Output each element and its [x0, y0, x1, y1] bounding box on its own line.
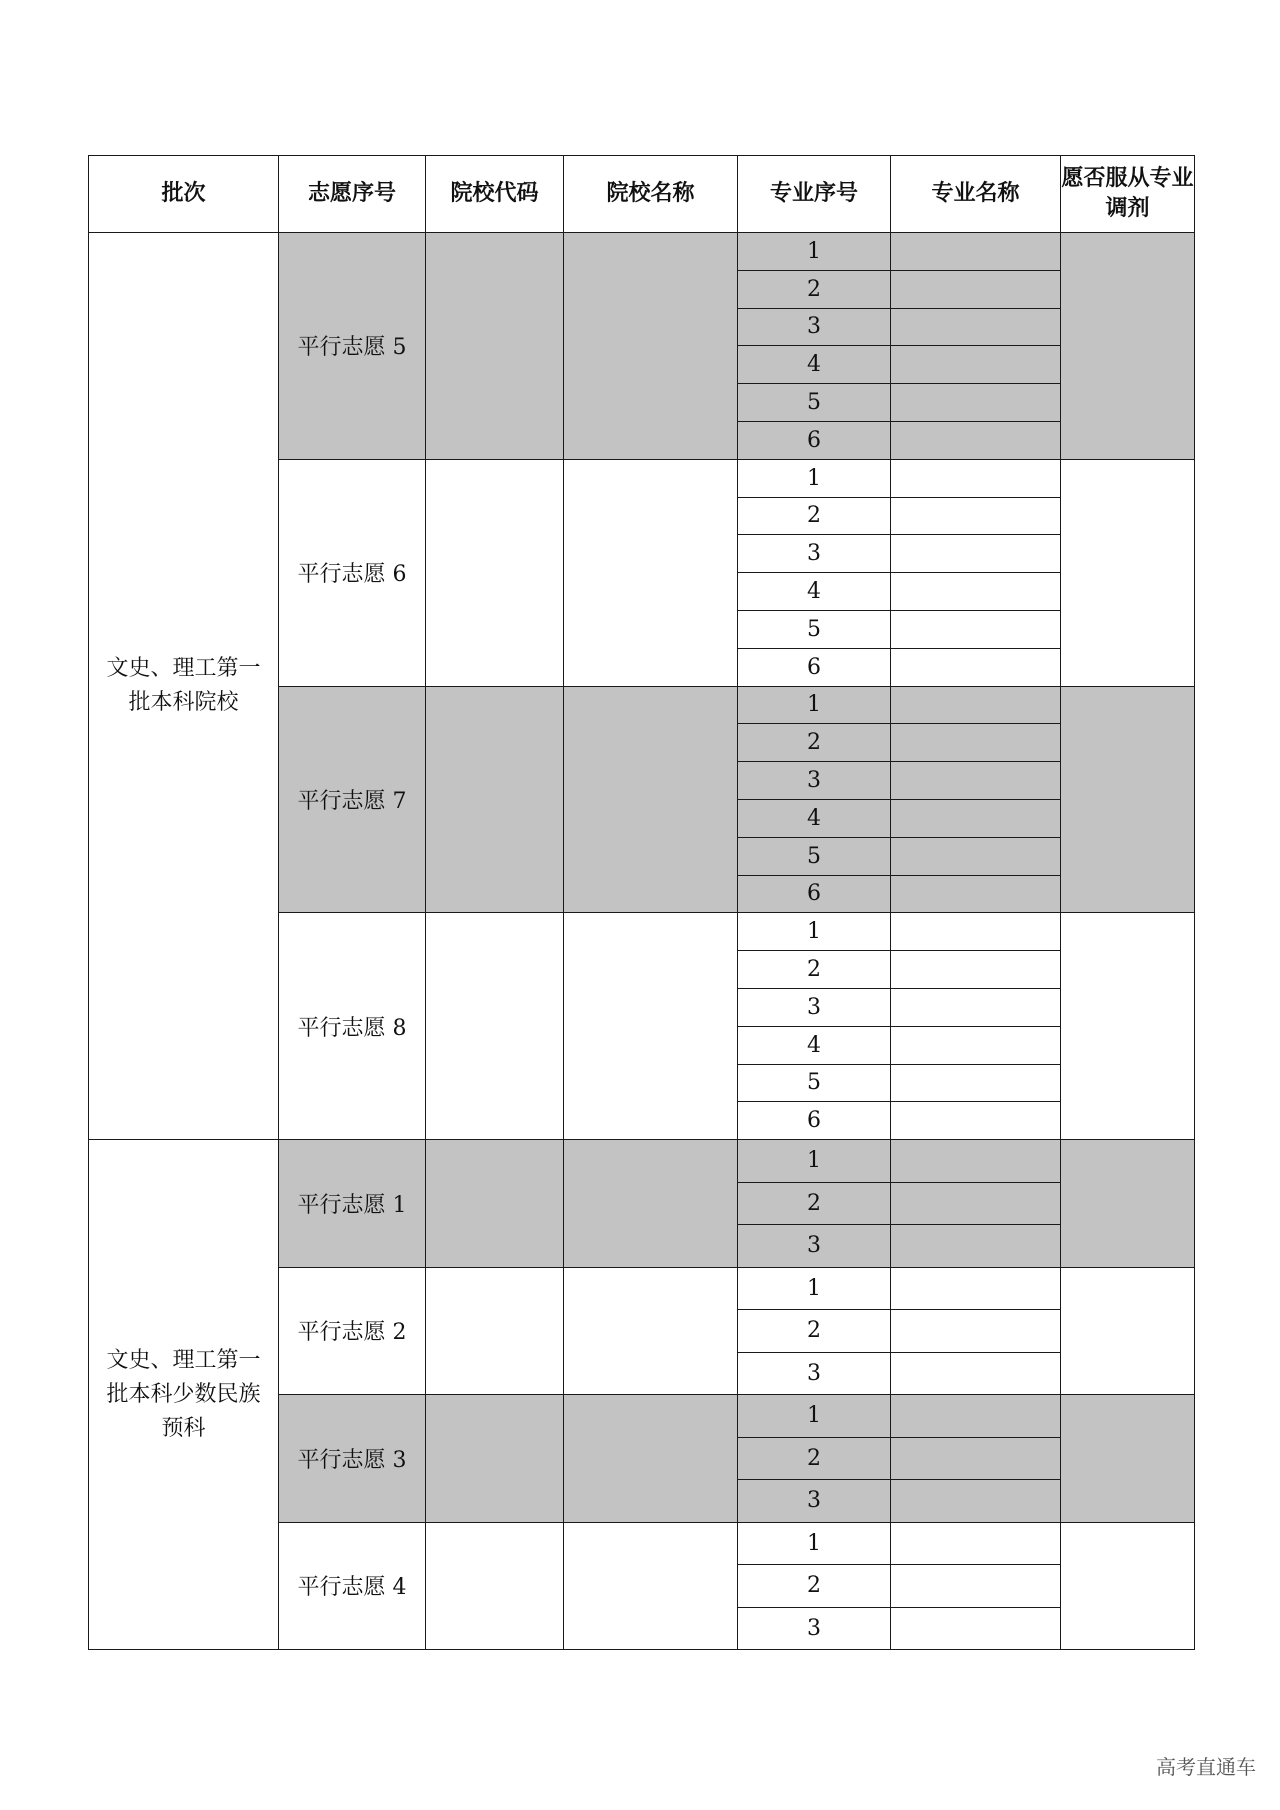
school-name-cell[interactable] — [564, 459, 738, 686]
major-name-cell[interactable] — [891, 988, 1061, 1026]
major-number: 5 — [738, 1064, 891, 1102]
school-name-cell[interactable] — [564, 1267, 738, 1395]
school-code-cell[interactable] — [426, 913, 564, 1140]
accept-adjustment-cell[interactable] — [1061, 1522, 1195, 1650]
batch-label: 文史、理工第一批本科少数民族预科 — [89, 1140, 279, 1650]
major-number: 2 — [738, 724, 891, 762]
volunteer-label: 平行志愿 5 — [279, 233, 426, 460]
watermark-text: 高考直通车 — [1156, 1755, 1256, 1779]
accept-adjustment-cell[interactable] — [1061, 1395, 1195, 1523]
major-name-cell[interactable] — [891, 1102, 1061, 1140]
major-number: 1 — [738, 913, 891, 951]
major-name-cell[interactable] — [891, 1437, 1061, 1480]
accept-adjustment-cell[interactable] — [1061, 686, 1195, 913]
major-name-cell[interactable] — [891, 308, 1061, 346]
major-number: 3 — [738, 1480, 891, 1523]
major-number: 1 — [738, 1522, 891, 1565]
major-name-cell[interactable] — [891, 913, 1061, 951]
major-number: 5 — [738, 384, 891, 422]
major-name-cell[interactable] — [891, 648, 1061, 686]
batch-label: 文史、理工第一批本科院校 — [89, 233, 279, 1140]
major-number: 3 — [738, 535, 891, 573]
school-code-cell[interactable] — [426, 1522, 564, 1650]
major-name-cell[interactable] — [891, 951, 1061, 989]
major-name-cell[interactable] — [891, 837, 1061, 875]
major-name-cell[interactable] — [891, 384, 1061, 422]
major-name-cell[interactable] — [891, 459, 1061, 497]
major-number: 1 — [738, 459, 891, 497]
school-name-cell[interactable] — [564, 1395, 738, 1523]
major-number: 6 — [738, 875, 891, 913]
major-name-cell[interactable] — [891, 535, 1061, 573]
major-number: 4 — [738, 1026, 891, 1064]
major-name-cell[interactable] — [891, 1310, 1061, 1353]
major-number: 5 — [738, 837, 891, 875]
major-number: 3 — [738, 1607, 891, 1650]
accept-adjustment-cell[interactable] — [1061, 1140, 1195, 1268]
major-number: 4 — [738, 573, 891, 611]
major-name-cell[interactable] — [891, 875, 1061, 913]
major-name-cell[interactable] — [891, 1267, 1061, 1310]
major-number: 6 — [738, 1102, 891, 1140]
volunteer-label: 平行志愿 4 — [279, 1522, 426, 1650]
header-major-no: 专业序号 — [738, 156, 891, 233]
volunteer-label: 平行志愿 8 — [279, 913, 426, 1140]
major-name-cell[interactable] — [891, 724, 1061, 762]
major-name-cell[interactable] — [891, 1522, 1061, 1565]
school-name-cell[interactable] — [564, 1140, 738, 1268]
volunteer-label: 平行志愿 2 — [279, 1267, 426, 1395]
major-name-cell[interactable] — [891, 270, 1061, 308]
major-number: 6 — [738, 648, 891, 686]
header-school-name: 院校名称 — [564, 156, 738, 233]
major-name-cell[interactable] — [891, 762, 1061, 800]
school-code-cell[interactable] — [426, 1267, 564, 1395]
volunteer-label: 平行志愿 6 — [279, 459, 426, 686]
major-name-cell[interactable] — [891, 1225, 1061, 1268]
major-number: 3 — [738, 308, 891, 346]
major-name-cell[interactable] — [891, 686, 1061, 724]
major-name-cell[interactable] — [891, 1480, 1061, 1523]
major-number: 6 — [738, 421, 891, 459]
major-number: 3 — [738, 988, 891, 1026]
major-name-cell[interactable] — [891, 1182, 1061, 1225]
school-code-cell[interactable] — [426, 459, 564, 686]
major-name-cell[interactable] — [891, 1395, 1061, 1438]
major-name-cell[interactable] — [891, 1026, 1061, 1064]
major-number: 2 — [738, 1182, 891, 1225]
major-number: 3 — [738, 762, 891, 800]
major-name-cell[interactable] — [891, 610, 1061, 648]
major-number: 2 — [738, 1565, 891, 1608]
volunteer-label: 平行志愿 3 — [279, 1395, 426, 1523]
major-number: 3 — [738, 1225, 891, 1268]
accept-adjustment-cell[interactable] — [1061, 459, 1195, 686]
header-batch: 批次 — [89, 156, 279, 233]
major-number: 2 — [738, 1310, 891, 1353]
major-number: 1 — [738, 233, 891, 271]
school-code-cell[interactable] — [426, 686, 564, 913]
accept-adjustment-cell[interactable] — [1061, 233, 1195, 460]
header-accept-adjustment: 愿否服从专业调剂 — [1061, 156, 1195, 233]
major-number: 3 — [738, 1352, 891, 1395]
major-number: 2 — [738, 497, 891, 535]
major-row — [89, 1140, 1195, 1183]
major-number: 1 — [738, 1395, 891, 1438]
header-major-name: 专业名称 — [891, 156, 1061, 233]
major-number: 1 — [738, 1267, 891, 1310]
major-name-cell[interactable] — [891, 573, 1061, 611]
major-name-cell[interactable] — [891, 799, 1061, 837]
major-name-cell[interactable] — [891, 346, 1061, 384]
major-name-cell[interactable] — [891, 1607, 1061, 1650]
major-number: 1 — [738, 1140, 891, 1183]
school-name-cell[interactable] — [564, 913, 738, 1140]
volunteer-label: 平行志愿 1 — [279, 1140, 426, 1268]
header-row — [89, 156, 1195, 233]
school-code-cell[interactable] — [426, 233, 564, 460]
major-number: 4 — [738, 346, 891, 384]
major-number: 1 — [738, 686, 891, 724]
header-school-code: 院校代码 — [426, 156, 564, 233]
accept-adjustment-cell[interactable] — [1061, 913, 1195, 1140]
major-number: 4 — [738, 799, 891, 837]
school-name-cell[interactable] — [564, 1522, 738, 1650]
major-name-cell[interactable] — [891, 497, 1061, 535]
header-volunteer-no: 志愿序号 — [279, 156, 426, 233]
volunteer-form-table — [88, 155, 1195, 1650]
major-row — [89, 233, 1195, 271]
school-name-cell[interactable] — [564, 233, 738, 460]
major-name-cell[interactable] — [891, 1140, 1061, 1183]
major-number: 2 — [738, 270, 891, 308]
school-code-cell[interactable] — [426, 1140, 564, 1268]
school-code-cell[interactable] — [426, 1395, 564, 1523]
major-name-cell[interactable] — [891, 233, 1061, 271]
major-name-cell[interactable] — [891, 1565, 1061, 1608]
school-name-cell[interactable] — [564, 686, 738, 913]
accept-adjustment-cell[interactable] — [1061, 1267, 1195, 1395]
major-number: 5 — [738, 610, 891, 648]
major-number: 2 — [738, 951, 891, 989]
volunteer-label: 平行志愿 7 — [279, 686, 426, 913]
major-number: 2 — [738, 1437, 891, 1480]
major-name-cell[interactable] — [891, 1352, 1061, 1395]
major-name-cell[interactable] — [891, 421, 1061, 459]
major-name-cell[interactable] — [891, 1064, 1061, 1102]
